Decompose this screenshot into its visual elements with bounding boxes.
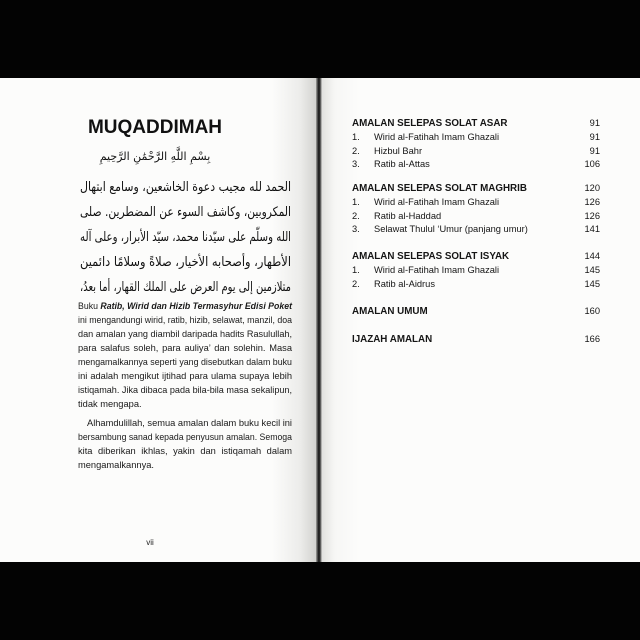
paragraph-line <box>78 369 292 383</box>
paragraph-line-text: istiqamah. Jika dibaca pada bila-bila masa sekalipun, <box>78 385 292 395</box>
toc-item-page: 141 <box>584 224 600 235</box>
toc-section <box>352 305 600 319</box>
paragraph-line-text: ini adalah mengikut ijtihad para ulama supaya lebih <box>78 371 292 381</box>
paragraph-line-text <box>78 301 292 311</box>
paragraph-lead: Buku <box>78 301 98 311</box>
toc-item-page: 106 <box>584 159 600 170</box>
toc-item <box>352 278 600 292</box>
paragraph-line <box>78 299 293 313</box>
arabic-line <box>80 200 292 225</box>
toc-item <box>352 131 600 145</box>
toc-item-page: 91 <box>589 131 600 142</box>
paragraph-last-line <box>78 397 292 411</box>
intro-paragraph <box>78 299 292 411</box>
paragraph-line-text: dan amalan yang diambil daripada hadits Rasulullah, <box>78 329 293 339</box>
paragraph-line-text: tidak mengapa. <box>78 399 142 409</box>
paragraph-line <box>78 341 292 355</box>
toc-heading-title: AMALAN SELEPAS SOLAT MAGHRIB <box>352 183 527 194</box>
toc-item-number: 2. <box>352 210 360 221</box>
toc-heading <box>352 250 600 264</box>
book-title: Ratib, Wirid dan Hizib Termasyhur Edisi Poket <box>100 301 293 311</box>
toc-item-page: 91 <box>589 145 600 156</box>
toc-heading-page: 160 <box>584 306 600 316</box>
toc-item-number: 1. <box>352 196 360 207</box>
toc-heading <box>352 182 600 196</box>
arabic-prayer <box>80 175 291 300</box>
left-page <box>0 78 316 562</box>
toc-heading-page: 91 <box>589 118 600 128</box>
toc-heading-title: AMALAN SELEPAS SOLAT ISYAK <box>352 251 510 262</box>
toc-item-label: Ratib al-Aidrus <box>374 278 435 289</box>
paragraph-line <box>78 430 292 444</box>
arabic-line <box>80 275 291 300</box>
open-book <box>0 78 640 562</box>
toc-item <box>352 223 600 237</box>
paragraph-line <box>87 416 292 430</box>
toc-item-number: 1. <box>352 264 360 275</box>
bottom-background <box>0 562 640 640</box>
toc-heading <box>352 305 600 319</box>
paragraph-line-text: mengamalkannya seperti yang disebutkan dalam buku <box>78 357 292 367</box>
toc-item-page: 126 <box>584 210 600 221</box>
paragraph-line <box>78 444 292 458</box>
paragraph-line <box>78 313 292 327</box>
page-number: vii <box>146 538 154 547</box>
toc-heading-title: AMALAN UMUM <box>352 306 428 317</box>
page-title: MUQADDIMAH <box>87 117 223 138</box>
toc-section <box>352 117 600 172</box>
toc-item-page: 145 <box>584 278 600 289</box>
arabic-line <box>79 175 291 200</box>
paragraph-last-line <box>78 458 292 472</box>
toc-item-label: Ratib al-Attas <box>374 159 430 170</box>
right-page <box>322 78 640 562</box>
paragraph-line <box>78 327 293 341</box>
paragraph-line <box>78 383 292 397</box>
toc-item <box>352 145 600 159</box>
toc-heading-page: 166 <box>584 334 600 344</box>
toc-heading-title: IJAZAH AMALAN <box>352 334 433 345</box>
paragraph-line-text: Alhamdulillah, semua amalan dalam buku kecil ini <box>87 418 292 428</box>
toc-item-page: 145 <box>584 264 600 275</box>
toc-item-number: 3. <box>352 159 360 170</box>
arabic-line <box>80 225 291 250</box>
paragraph-line-text: para salafus soleh, para auliya’ dan solehin. Masa <box>78 343 292 353</box>
paragraph-line-text: bersambung sanad kepada penyusun amalan. Semoga <box>78 432 292 442</box>
toc-section <box>352 333 600 347</box>
toc-item-number: 2. <box>352 145 360 156</box>
toc-section <box>352 182 600 237</box>
arabic-line-text: الحمد لله مجيب دعوة الخاشعين، وسامع ابتهال <box>79 179 291 195</box>
arabic-line-text: الأطهار، وأصحابه الأخيار، صلاةً وسلامًا دائمين <box>79 254 291 270</box>
arabic-line <box>79 250 291 275</box>
toc-item-label: Selawat Thulul ‘Umur (panjang umur) <box>374 224 528 235</box>
toc-item <box>352 196 600 210</box>
toc-heading <box>352 117 600 131</box>
paragraph-line-text: mengamalkannya. <box>78 460 154 470</box>
toc-item-label: Wirid al-Fatihah Imam Ghazali <box>374 196 500 207</box>
toc-section <box>352 250 600 291</box>
toc-item <box>352 264 600 278</box>
toc-heading <box>352 333 600 347</box>
toc-item-number: 2. <box>352 278 360 289</box>
toc-item <box>352 158 600 172</box>
arabic-line-text: المكروبين، وكاشف السوء عن المضطرين. صلى <box>80 204 292 220</box>
toc-heading-page: 120 <box>584 183 600 193</box>
toc-item-label: Ratib al-Haddad <box>374 210 442 221</box>
basmala: بِسْمِ اللَّهِ الرَّحْمَٰنِ الرَّحِيمِ <box>99 150 211 163</box>
paragraph-line-text: kita diberikan ikhlas, yakin dan istiqamah dalam <box>78 446 292 456</box>
toc-item-page: 126 <box>584 196 600 207</box>
toc-item-number: 1. <box>352 131 360 142</box>
toc-item-label: Wirid al-Fatihah Imam Ghazali <box>374 264 500 275</box>
closing-paragraph <box>78 416 292 472</box>
toc-item-label: Hizbul Bahr <box>374 145 423 156</box>
toc-item <box>352 210 600 224</box>
arabic-line-text: الله وسلّم على سيّدنا محمد، سيّد الأبرار، وعلى آله <box>80 229 291 245</box>
toc-item-label: Wirid al-Fatihah Imam Ghazali <box>374 131 500 142</box>
top-background <box>0 0 640 78</box>
paragraph-line <box>78 355 292 369</box>
toc-item-number: 3. <box>352 224 360 235</box>
toc-heading-title: AMALAN SELEPAS SOLAT ASAR <box>352 118 508 129</box>
toc-heading-page: 144 <box>584 251 600 261</box>
paragraph-line-text: ini mengandungi wirid, ratib, hizib, selawat, manzil, doa <box>78 315 292 325</box>
arabic-line-text: متلازمين إلى يوم العرض على الملك القهار، أما بعدُ، <box>80 279 291 295</box>
